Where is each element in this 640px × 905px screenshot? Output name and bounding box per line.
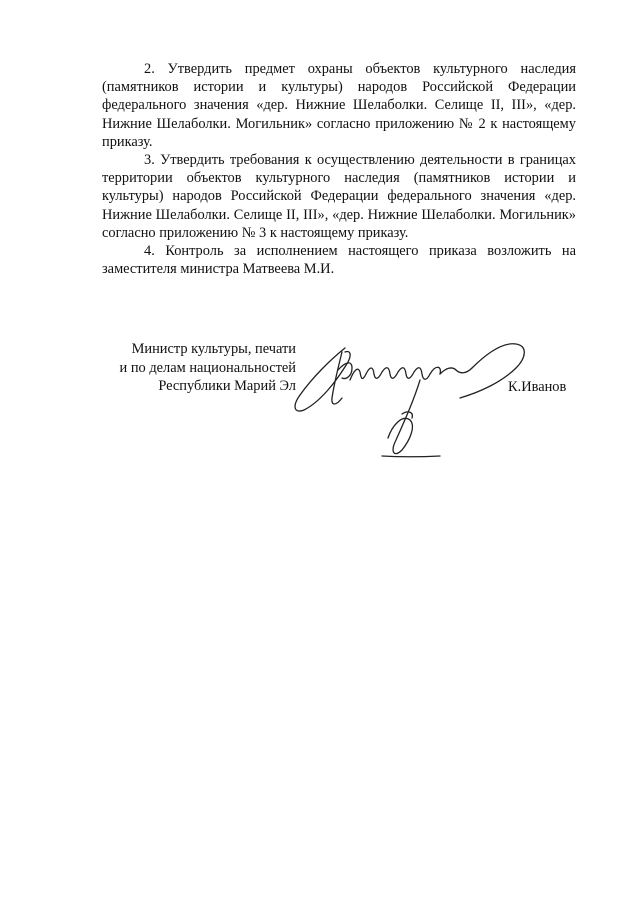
signatory-title-line-2: и по делам национальностей [119, 359, 296, 376]
signatory-name: К.Иванов [508, 379, 567, 395]
signature-block [0, 340, 640, 470]
signatory-title-line-1: Министр культуры, печати [131, 341, 296, 357]
paragraph-item-2: 2. Утвердить предмет охраны объектов культурного наследия (памятников истории и культуры) народов Российской Федерации федерального значения «дер. Нижние Шелаболки. Селище II, III», «дер. Нижние Шелаболки. Могильник» согласно приложению № 2 к настоящему приказу. [102, 61, 576, 150]
paragraph-item-3: 3. Утвердить требования к осуществлению деятельности в границах территории объектов культурного наследия (памятников истории и культуры) народов Российской Федерации федерального значения «дер. Нижние Шелаболки. Селище II, III», «дер. Нижние Шелаболки. Могильник» согласно приложению № 3 к настоящему приказу. [102, 152, 576, 241]
signatory-title [92, 340, 296, 396]
signatory-title-line-3: Республики Марий Эл [158, 378, 296, 394]
handwritten-signature [290, 340, 540, 465]
paragraph-item-4: 4. Контроль за исполнением настоящего приказа возложить на заместителя министра Матвеева М.И. [102, 243, 576, 278]
order-body [102, 60, 576, 278]
